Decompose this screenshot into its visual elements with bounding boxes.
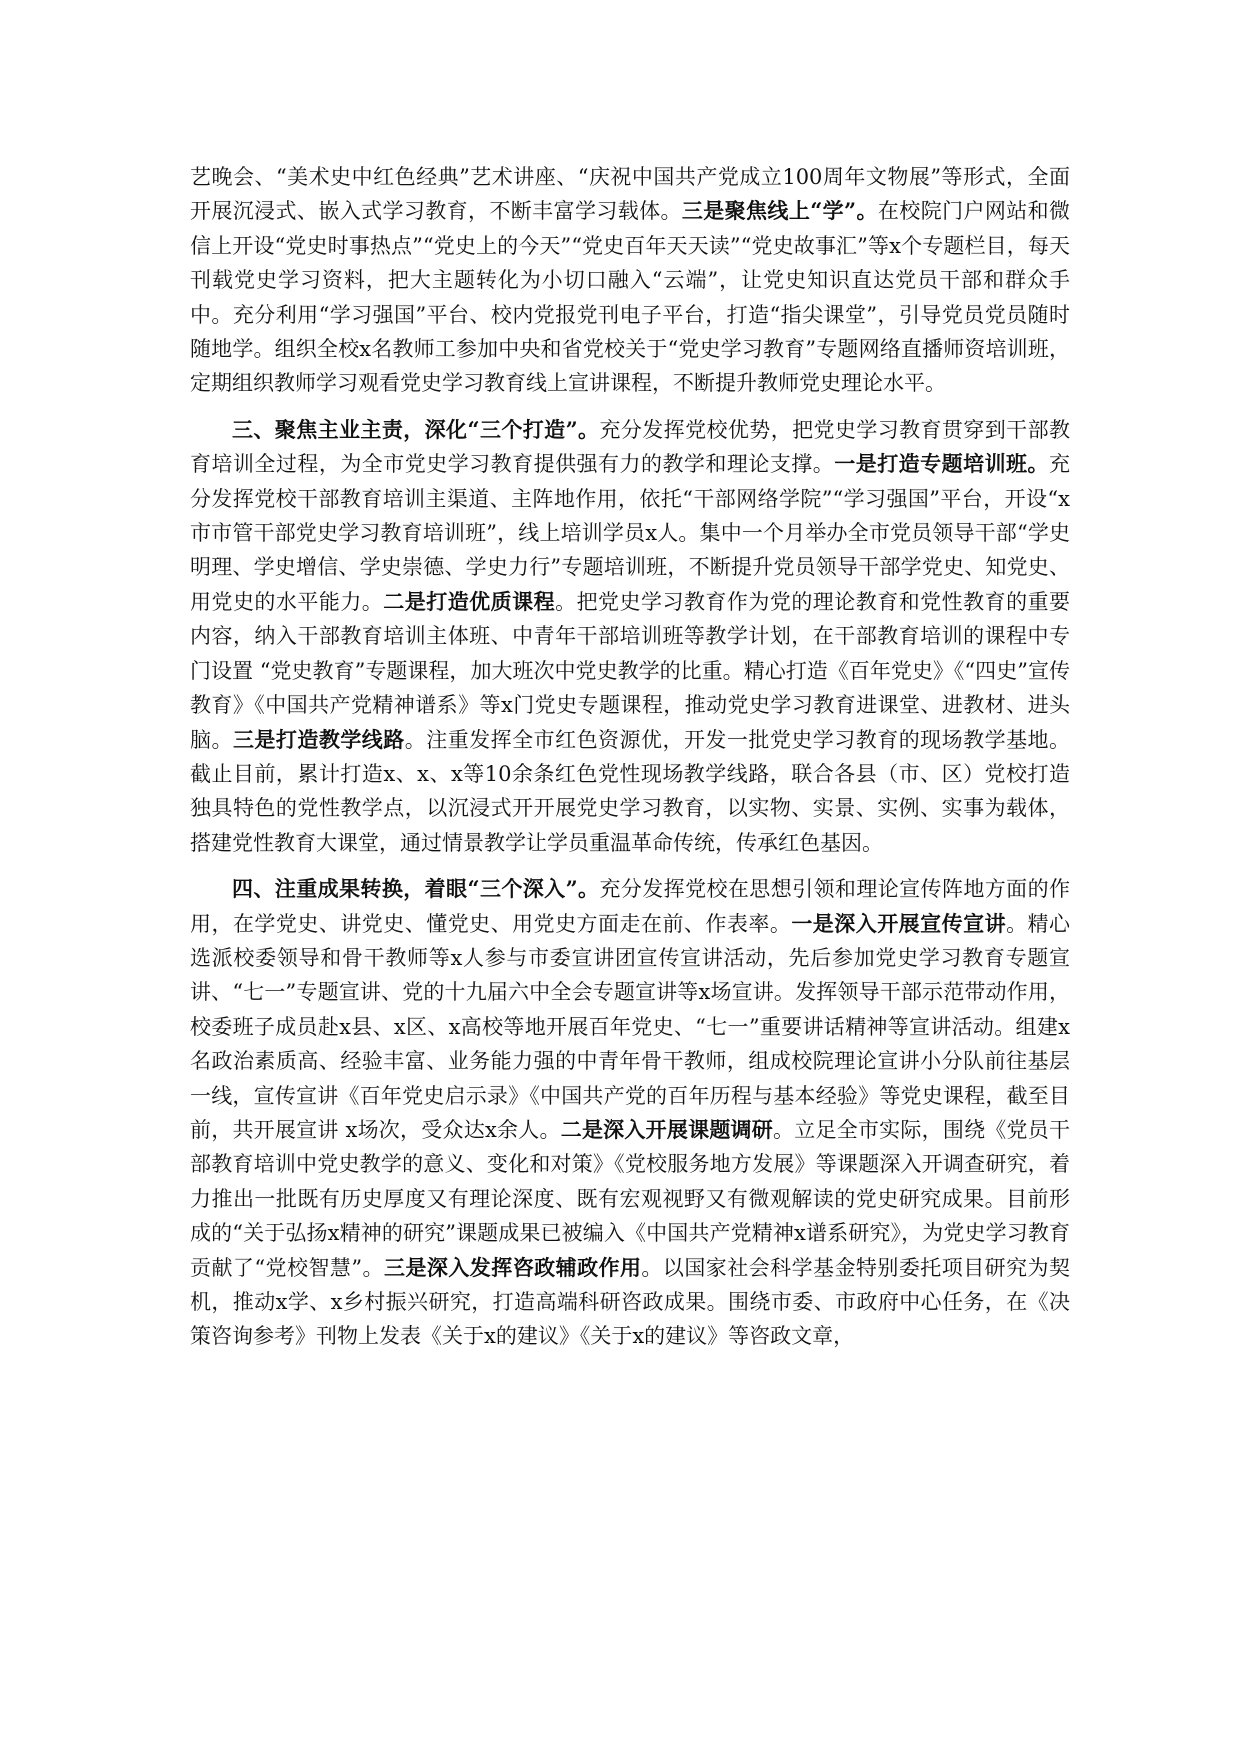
- bold-subheading: 三是聚焦线上“学”。: [681, 198, 878, 224]
- text-run: 充分发挥党校在思想引领和理论宣传阵地方面的作用，在学党史、讲党史、懂党史、用党史方面走在前、作表率。: [190, 877, 1070, 936]
- bold-subheading: 一是深入开展宣传宣讲: [791, 910, 1007, 936]
- text-run: 。立足全市实际，围绕《党员干部教育培训中党史教学的意义、变化和对策》《党校服务地方发展》等课题深入开调查研究，着力推出一批既有历史厚度又有理论深度、既有宏观视野又有微观解读的党史研究成果。目前形成的“关于弘扬x精神的研究”课题成果已被编入《中国共产党精神x谱系研究》，为党史学习教育贡献了“党校智慧”。: [190, 1117, 1070, 1280]
- bold-subheading: 一是打造专题培训班。: [834, 451, 1049, 477]
- paragraph-section-four: [190, 872, 1070, 1354]
- paragraph-study-carrier: [190, 160, 1070, 401]
- bold-subheading: 二是深入开展课题调研: [560, 1116, 774, 1142]
- bold-subheading: 三是深入发挥咨政辅政作用: [384, 1254, 642, 1280]
- section-heading: 三、聚焦主业主责，深化“三个打造”。: [232, 416, 600, 442]
- text-run: 艺晚会、“美术史中红色经典”艺术讲座、“庆祝中国共产党成立100周年文物展”等形式，全面开展沉浸式、嵌入式学习教育，不断丰富学习载体。: [190, 165, 1070, 224]
- text-run: 充分发挥党校干部教育培训主渠道、主阵地作用，依托“干部网络学院”“学习强国”平台，开设“x市市管干部党史学习教育培训班”，线上培训学员x人。集中一个月举办全市党员领导干部“学史明理、学史增信、学史崇德、学史力行”专题培训班，不断提升党员领导干部学党史、知党史、用党史的水平能力。: [190, 452, 1070, 614]
- bold-subheading: 三是打造教学线路: [232, 726, 405, 752]
- text-run: 。精心选派校委领导和骨干教师等x人参与市委宣讲团宣传宣讲活动，先后参加党史学习教育专题宣讲、“七一”专题宣讲、党的十九届六中全会专题宣讲等x场宣讲。发挥领导干部示范带动作用，校委班子成员赴x县、x区、x高校等地开展百年党史、“七一”重要讲话精神等宣讲活动。组建x名政治素质高、经验丰富、业务能力强的中青年骨干教师，组成校院理论宣讲小分队前往基层一线，宣传宣讲《百年党史启示录》《中国共产党的百年历程与基本经验》等党史课程，截至目前，共开展宣讲 x场次，受众达x余人。: [190, 911, 1071, 1142]
- text-run: 在校院门户网站和微信上开设“党史时事热点”“党史上的今天”“党史百年天天读”“党史故事汇”等x个专题栏目，每天刊载党史学习资料，把大主题转化为小切口融入“云端”，让党史知识直达党员干部和群众手中。充分利用“学习强国”平台、校内党报党刊电子平台，打造“指尖课堂”，引导党员党员随时随地学。组织全校x名教师工参加中央和省党校关于“党史学习教育”专题网络直播师资培训班，定期组织教师学习观看党史学习教育线上宣讲课程，不断提升教师党史理论水平。: [190, 199, 1071, 396]
- document-page: [190, 160, 1070, 1366]
- paragraph-section-three: [190, 413, 1070, 860]
- text-run: 。注重发挥全市红色资源优，开发一批党史学习教育的现场教学基地。截止目前，累计打造x、x、x等10余条红色党性现场教学线路，联合各县（市、区）党校打造独具特色的党性教学点，以沉浸式开开展党史学习教育，以实物、实景、实例、实事为载体，搭建党性教育大课堂，通过情景教学让学员重温革命传统，传承红色基因。: [190, 727, 1071, 855]
- section-heading: 四、注重成果转换，着眼“三个深入”。: [232, 876, 600, 902]
- text-run: 。以国家社会科学基金特别委托项目研究为契机，推动x学、x乡村振兴研究，打造高端科研咨政成果。围绕市委、市政府中心任务，在《决策咨询参考》刊物上发表《关于x的建议》《关于x的建议》等咨政文章，: [190, 1255, 1071, 1349]
- bold-subheading: 二是打造优质课程: [383, 588, 556, 614]
- text-run: 充分发挥党校优势，把党史学习教育贯穿到干部教育培训全过程，为全市党史学习教育提供强有力的教学和理论支撑。: [190, 417, 1070, 477]
- text-run: 。把党史学习教育作为党的理论教育和党性教育的重要内容，纳入干部教育培训主体班、中青年干部培训班等教学计划，在干部教育培训的课程中专门设置 “党史教育”专题课程，加大班次中党史教学的比重。精心打造《百年党史》《“四史”宣传教育》《中国共产党精神谱系》等x门党史专题课程，推动党史学习教育进课堂、进教材、进头脑。: [190, 589, 1071, 752]
